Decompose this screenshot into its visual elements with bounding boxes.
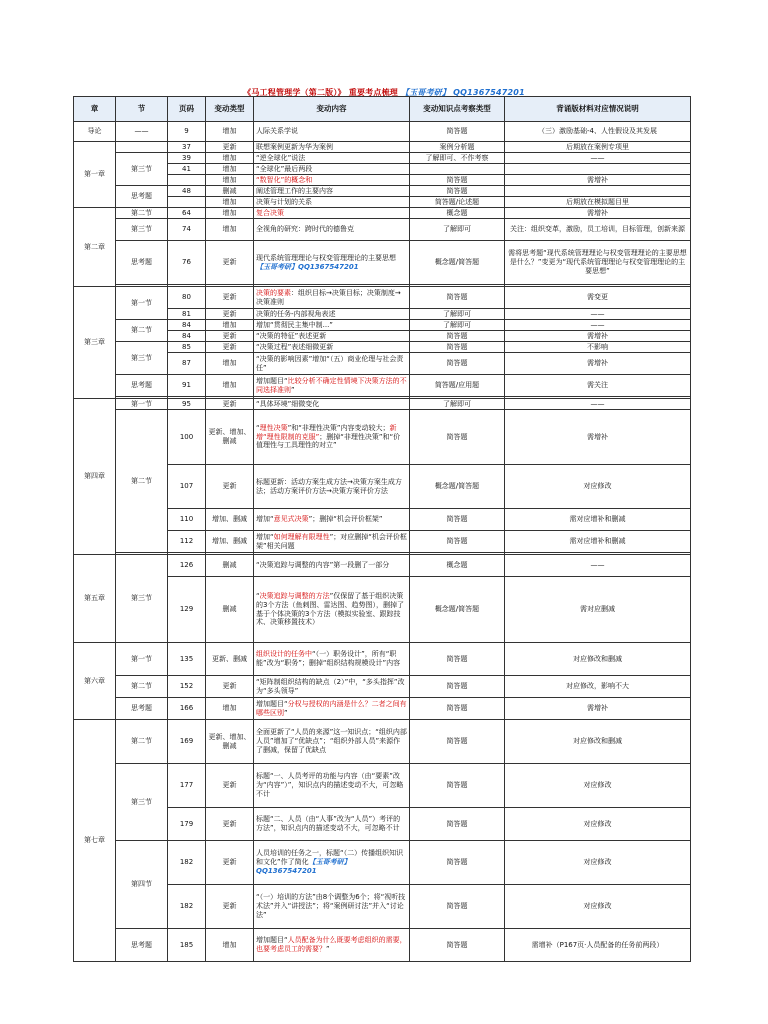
question-type-cell: 概念题/简答题 bbox=[410, 241, 505, 285]
content-segment: ” bbox=[284, 708, 288, 717]
change-content-cell bbox=[254, 698, 410, 720]
content-segment: 理性决策 bbox=[259, 423, 288, 432]
note-cell: 对应修改 bbox=[505, 841, 691, 885]
question-type-cell: 简答题 bbox=[410, 676, 505, 698]
table-row bbox=[74, 320, 691, 331]
page-cell: 100 bbox=[168, 410, 206, 465]
header-chapter: 章 bbox=[74, 97, 116, 122]
table-body bbox=[74, 122, 691, 962]
question-type-cell: 简答题 bbox=[410, 720, 505, 764]
table-row bbox=[74, 342, 691, 353]
change-type-cell: 更新 bbox=[206, 309, 254, 320]
header-note: 背诵版材料对应情况说明 bbox=[505, 97, 691, 122]
change-type-cell: 增加 bbox=[206, 197, 254, 208]
title-brand: 【玉哥考研】 bbox=[400, 88, 451, 97]
change-content-cell bbox=[254, 241, 410, 285]
page-cell: 182 bbox=[168, 841, 206, 885]
page-cell: 64 bbox=[168, 208, 206, 219]
chapter-cell: 第二章 bbox=[74, 208, 116, 287]
note-cell: —— bbox=[505, 320, 691, 331]
question-type-cell: 概念题/简答题 bbox=[410, 465, 505, 509]
question-type-cell: 案例分析题 bbox=[410, 142, 505, 153]
change-type-cell: 更新 bbox=[206, 885, 254, 929]
content-segment: “决策过程”表述细微更新 bbox=[256, 342, 334, 351]
content-segment: 组织设计的任务中 bbox=[256, 650, 312, 659]
note-cell: 需增补 bbox=[505, 208, 691, 219]
page-cell: 41 bbox=[168, 164, 206, 175]
header-page: 页码 bbox=[168, 97, 206, 122]
change-content-cell bbox=[254, 465, 410, 509]
note-cell: —— bbox=[505, 555, 691, 577]
content-segment: 标题更新：活动方案生成方法→决策方案生成方法；活动方案评价方法→决策方案评价方法 bbox=[256, 477, 402, 495]
content-segment: 标题“二、人员（由“人事”改为“人员”）考评的方法”，知识点内的描述变动不大，可忽略不计 bbox=[256, 815, 401, 832]
note-cell: 需对应删减 bbox=[505, 577, 691, 643]
content-segment: 阐述管理工作的主要内容 bbox=[256, 186, 333, 195]
question-type-cell: 简答题 bbox=[410, 531, 505, 553]
content-segment: 如何理解有限理性 bbox=[273, 532, 330, 541]
chapter-cell: 第七章 bbox=[74, 720, 116, 962]
page-cell: 95 bbox=[168, 399, 206, 410]
question-type-cell: 简答题 bbox=[410, 929, 505, 962]
content-segment: “（一）职务设计”，所有“职能”改为“职务”；删掉“组织结构规模设计”内容 bbox=[256, 650, 401, 667]
change-content-cell bbox=[254, 555, 410, 577]
note-cell: 关注：组织变革，激励，员工培训，目标管理，创新来源 bbox=[505, 219, 691, 241]
page-cell bbox=[168, 197, 206, 208]
page-cell: 152 bbox=[168, 676, 206, 698]
table-row bbox=[74, 399, 691, 410]
page-cell: 169 bbox=[168, 720, 206, 764]
change-content-cell bbox=[254, 841, 410, 885]
change-content-cell bbox=[254, 720, 410, 764]
question-type-cell: 简答题 bbox=[410, 841, 505, 885]
question-type-cell: 了解即可、不作考察 bbox=[410, 153, 505, 164]
content-segment: 联想案例更新为华为案例 bbox=[256, 142, 333, 151]
content-segment: 增加“ bbox=[256, 515, 274, 524]
note-cell: 对应修改和删减 bbox=[505, 643, 691, 676]
content-segment: 标题“一、人员考评的功能与内容（由“要素”改为“内容”）”，知识点内的描述变动不大，可忽略不计 bbox=[256, 772, 404, 798]
question-type-cell: 简答题 bbox=[410, 331, 505, 342]
note-cell: 需增补 bbox=[505, 331, 691, 342]
question-type-cell bbox=[410, 164, 505, 175]
content-segment: ：组织目标→决策目标；决策制度→决策准则 bbox=[256, 288, 401, 306]
table-row bbox=[74, 410, 691, 465]
table-row bbox=[74, 764, 691, 808]
content-segment: 【玉哥考研】QQ1367547201 bbox=[256, 858, 351, 875]
content-segment: 增加“ bbox=[256, 532, 274, 541]
content-segment: 比较分析不确定性情境下决策方法的不同选择准则 bbox=[256, 376, 407, 394]
note-cell bbox=[505, 186, 691, 197]
question-type-cell: 简答题 bbox=[410, 175, 505, 186]
content-segment: 增加题目“ bbox=[256, 699, 288, 708]
change-content-cell bbox=[254, 410, 410, 465]
change-type-cell: 更新 bbox=[206, 241, 254, 285]
content-segment: ；删掉“非理性决策”和“价值理性与工具理性的对立” bbox=[256, 432, 401, 450]
note-cell bbox=[505, 164, 691, 175]
change-type-cell: 更新、增加、删减 bbox=[206, 720, 254, 764]
content-segment: 分权与授权的内涵是什么？二者之间有哪些区别 bbox=[256, 699, 407, 717]
change-content-cell bbox=[254, 531, 410, 553]
table-row bbox=[74, 153, 691, 164]
content-segment: 决策与计划的关系 bbox=[256, 197, 312, 206]
content-segment: 决策的要素 bbox=[256, 288, 291, 297]
page-cell bbox=[168, 175, 206, 186]
section-cell: 第二节 bbox=[116, 320, 168, 342]
change-content-cell bbox=[254, 175, 410, 186]
note-cell: —— bbox=[505, 153, 691, 164]
page-cell: 166 bbox=[168, 698, 206, 720]
change-content-cell bbox=[254, 885, 410, 929]
change-type-cell: 增加 bbox=[206, 375, 254, 397]
section-cell: 思考题 bbox=[116, 375, 168, 397]
table-row bbox=[74, 287, 691, 309]
change-content-cell bbox=[254, 142, 410, 153]
question-type-cell: 简答题 bbox=[410, 643, 505, 676]
table-row bbox=[74, 186, 691, 197]
change-type-cell: 删减 bbox=[206, 186, 254, 197]
change-type-cell: 增加 bbox=[206, 175, 254, 186]
content-segment: “逆全球化”说法 bbox=[256, 153, 306, 162]
section-cell: 第四节 bbox=[116, 841, 168, 929]
change-content-cell bbox=[254, 764, 410, 808]
note-cell: 需关注 bbox=[505, 375, 691, 397]
page-cell: 135 bbox=[168, 643, 206, 676]
section-cell: 第二节 bbox=[116, 676, 168, 698]
change-content-cell bbox=[254, 353, 410, 375]
content-segment: 增加题目“ bbox=[256, 936, 288, 945]
page-cell: 39 bbox=[168, 153, 206, 164]
note-cell: （三）激励基础-4、人性假设及其发展 bbox=[505, 122, 691, 142]
chapter-cell: 第四章 bbox=[74, 399, 116, 555]
change-content-cell bbox=[254, 197, 410, 208]
change-type-cell: 更新 bbox=[206, 287, 254, 309]
title-main: 《马工程管理学（第二版）》 bbox=[243, 88, 346, 97]
section-cell: 第一节 bbox=[116, 399, 168, 410]
question-type-cell: 概念题 bbox=[410, 555, 505, 577]
page-cell: 179 bbox=[168, 808, 206, 841]
page-cell: 84 bbox=[168, 331, 206, 342]
page-cell: 84 bbox=[168, 320, 206, 331]
change-content-cell bbox=[254, 219, 410, 241]
section-cell: 思考题 bbox=[116, 186, 168, 208]
change-content-cell bbox=[254, 122, 410, 142]
page-cell: 80 bbox=[168, 287, 206, 309]
note-cell: 需增补 bbox=[505, 410, 691, 465]
question-type-cell: 简答题 bbox=[410, 122, 505, 142]
question-type-cell: 简答题 bbox=[410, 342, 505, 353]
section-cell: 第一节 bbox=[116, 287, 168, 320]
header-change-type: 变动类型 bbox=[206, 97, 254, 122]
table-row bbox=[74, 142, 691, 153]
change-type-cell: 更新 bbox=[206, 142, 254, 153]
note-cell: —— bbox=[505, 399, 691, 410]
note-cell: 需对应增补和删减 bbox=[505, 509, 691, 531]
change-content-cell bbox=[254, 309, 410, 320]
note-cell: 后期放在案例专项里 bbox=[505, 142, 691, 153]
content-segment: 决策的任务-内部视角表述 bbox=[256, 309, 336, 318]
table-row bbox=[74, 555, 691, 577]
page-cell: 110 bbox=[168, 509, 206, 531]
note-cell: 对应修改 bbox=[505, 885, 691, 929]
content-segment: 现代系统管理理论与权变管理理论的主要思想 bbox=[256, 253, 396, 262]
header-question-type: 变动知识点考察类型 bbox=[410, 97, 505, 122]
question-type-cell: 了解即可 bbox=[410, 219, 505, 241]
content-segment: 人员培训的任务之一，标题“（二）传播组织知识和文化”作了简化 bbox=[256, 849, 404, 867]
note-cell: 对应修改 bbox=[505, 465, 691, 509]
content-segment: 新增“理性限制的克服” bbox=[256, 423, 397, 441]
note-cell: 不影响 bbox=[505, 342, 691, 353]
page-cell: 76 bbox=[168, 241, 206, 285]
change-type-cell: 删减 bbox=[206, 555, 254, 577]
chapter-cell: 第五章 bbox=[74, 555, 116, 643]
page-cell: 182 bbox=[168, 885, 206, 929]
content-segment: 全面更新了“人员的来源”这一知识点；“组织内部人员”增加了“优缺点”；“组织外部人员”来源作了删减，保留了优缺点 bbox=[256, 728, 407, 754]
change-content-cell bbox=[254, 577, 410, 643]
content-segment: ”；删掉“机会评价框架” bbox=[308, 515, 383, 524]
note-cell: 对应修改 bbox=[505, 764, 691, 808]
question-type-cell: 了解即可 bbox=[410, 320, 505, 331]
note-cell: 对应修改 bbox=[505, 808, 691, 841]
content-segment: 【玉哥考研】QQ1367547201 bbox=[256, 262, 359, 271]
table-row bbox=[74, 241, 691, 285]
content-segment: 意见式决策 bbox=[273, 515, 309, 524]
page-cell: 48 bbox=[168, 186, 206, 197]
change-type-cell: 增加 bbox=[206, 698, 254, 720]
change-content-cell bbox=[254, 320, 410, 331]
section-cell: —— bbox=[116, 122, 168, 142]
chapter-cell: 第六章 bbox=[74, 643, 116, 720]
section-cell: 思考题 bbox=[116, 929, 168, 962]
page-cell: 126 bbox=[168, 555, 206, 577]
change-type-cell: 增加、删减 bbox=[206, 509, 254, 531]
change-type-cell: 增加 bbox=[206, 164, 254, 175]
content-segment: “决策的影响因素”增加“（五）商业伦理与社会责任” bbox=[256, 354, 404, 372]
change-type-cell: 更新 bbox=[206, 676, 254, 698]
content-segment: 人际关系学说 bbox=[256, 127, 298, 136]
question-type-cell: 了解即可 bbox=[410, 399, 505, 410]
content-segment: 人员配备为什么既要考虑组织的需要，也要考虑员工的需要？ bbox=[256, 936, 407, 953]
header-section: 节 bbox=[116, 97, 168, 122]
question-type-cell: 简答题 bbox=[410, 808, 505, 841]
content-segment: ” bbox=[326, 945, 330, 953]
content-segment: “数智化”的概念和 bbox=[256, 175, 313, 184]
content-segment: ”；对应删掉“机会评价框架”相关问题 bbox=[256, 532, 407, 550]
page-cell: 185 bbox=[168, 929, 206, 962]
table-row bbox=[74, 219, 691, 241]
note-cell: 需对应增补和删减 bbox=[505, 531, 691, 553]
change-type-cell: 增加 bbox=[206, 353, 254, 375]
change-type-cell: 更新 bbox=[206, 764, 254, 808]
page-cell: 112 bbox=[168, 531, 206, 553]
change-content-cell bbox=[254, 399, 410, 410]
change-table bbox=[73, 96, 691, 962]
change-type-cell: 更新 bbox=[206, 331, 254, 342]
content-segment: ”仅保留了基于组织决策的3个方法（鱼刺图、雷达图、趋势图），删掉了基于个体决策的3个方法（模拟实验室、跟踪技术、决策移置技术） bbox=[256, 592, 404, 627]
section-cell: 第三节 bbox=[116, 342, 168, 375]
change-type-cell: 增加 bbox=[206, 929, 254, 962]
note-cell: 对应修改和删减 bbox=[505, 720, 691, 764]
change-type-cell: 增加 bbox=[206, 153, 254, 164]
question-type-cell: 简答题 bbox=[410, 698, 505, 720]
page-cell: 9 bbox=[168, 122, 206, 142]
change-content-cell bbox=[254, 153, 410, 164]
chapter-cell: 第三章 bbox=[74, 287, 116, 399]
change-content-cell bbox=[254, 208, 410, 219]
change-content-cell bbox=[254, 287, 410, 309]
note-cell: 需变更 bbox=[505, 287, 691, 309]
question-type-cell: 简答题/论述题 bbox=[410, 197, 505, 208]
header-row bbox=[74, 97, 691, 122]
question-type-cell: 概念题 bbox=[410, 208, 505, 219]
change-content-cell bbox=[254, 676, 410, 698]
change-content-cell bbox=[254, 342, 410, 353]
content-segment: “（一）培训的方法”由8个调整为6个；将“视听技术法”并入“讲授法”；将“案例研讨法”并入“讨论法” bbox=[256, 893, 406, 919]
change-content-cell bbox=[254, 643, 410, 676]
note-cell: 后期放在模拟题目里 bbox=[505, 197, 691, 208]
content-segment: 增加“贯彻民主集中制...” bbox=[256, 320, 333, 329]
chapter-cell: 第一章 bbox=[74, 142, 116, 208]
content-segment: “全球化”最后两段 bbox=[256, 164, 313, 173]
table-row bbox=[74, 375, 691, 397]
content-segment: “决策追踪与调整的内容”第一段删了一部分 bbox=[256, 561, 390, 570]
content-segment: “决策的特征”表述更新 bbox=[256, 331, 327, 340]
title-sub: 重要考点梳理 bbox=[348, 88, 398, 97]
note-cell: —— bbox=[505, 309, 691, 320]
content-segment: “ bbox=[256, 423, 260, 432]
content-segment: 全视角的研究：跨时代的德鲁克 bbox=[256, 225, 354, 234]
change-content-cell bbox=[254, 164, 410, 175]
section-cell: 第二节 bbox=[116, 410, 168, 553]
section-cell: 第一节 bbox=[116, 643, 168, 676]
page-cell: 37 bbox=[168, 142, 206, 153]
page-cell: 74 bbox=[168, 219, 206, 241]
content-segment: 增加题目“ bbox=[256, 376, 288, 385]
table-row bbox=[74, 643, 691, 676]
change-type-cell: 更新 bbox=[206, 808, 254, 841]
section-cell: 第二节 bbox=[116, 720, 168, 764]
page-cell: 81 bbox=[168, 309, 206, 320]
chapter-cell: 导论 bbox=[74, 122, 116, 142]
change-type-cell: 删减 bbox=[206, 577, 254, 643]
content-segment: ”和“非理性决策”内容变动较大； bbox=[287, 423, 390, 432]
question-type-cell: 简答题 bbox=[410, 353, 505, 375]
change-content-cell bbox=[254, 808, 410, 841]
title-qq: QQ1367547201 bbox=[453, 88, 525, 97]
note-cell: 需增补（P167页·人员配备的任务前两段） bbox=[505, 929, 691, 962]
table-row bbox=[74, 929, 691, 962]
question-type-cell: 简答题 bbox=[410, 509, 505, 531]
change-type-cell: 增加 bbox=[206, 122, 254, 142]
question-type-cell: 简答题 bbox=[410, 186, 505, 197]
question-type-cell: 了解即可 bbox=[410, 309, 505, 320]
change-content-cell bbox=[254, 186, 410, 197]
page-cell: 91 bbox=[168, 375, 206, 397]
section-cell bbox=[116, 142, 168, 153]
note-cell: 需增补 bbox=[505, 175, 691, 186]
page-cell: 85 bbox=[168, 342, 206, 353]
question-type-cell: 概念题/简答题 bbox=[410, 577, 505, 643]
table-row bbox=[74, 208, 691, 219]
question-type-cell: 简答题 bbox=[410, 764, 505, 808]
change-content-cell bbox=[254, 509, 410, 531]
page-cell: 129 bbox=[168, 577, 206, 643]
question-type-cell: 简答题/应用题 bbox=[410, 375, 505, 397]
change-type-cell: 增加、删减 bbox=[206, 531, 254, 553]
change-type-cell: 增加 bbox=[206, 320, 254, 331]
content-segment: “ bbox=[256, 592, 260, 600]
table-row bbox=[74, 122, 691, 142]
page-cell: 177 bbox=[168, 764, 206, 808]
header-change-content: 变动内容 bbox=[254, 97, 410, 122]
change-type-cell: 更新 bbox=[206, 841, 254, 885]
table-row bbox=[74, 841, 691, 885]
section-cell: 第二节 bbox=[116, 208, 168, 219]
table-row bbox=[74, 698, 691, 720]
content-segment: ” bbox=[291, 385, 295, 394]
page-cell: 87 bbox=[168, 353, 206, 375]
change-type-cell: 更新 bbox=[206, 399, 254, 410]
change-content-cell bbox=[254, 929, 410, 962]
section-cell: 思考题 bbox=[116, 698, 168, 720]
question-type-cell: 简答题 bbox=[410, 287, 505, 309]
table-row bbox=[74, 720, 691, 764]
note-cell: 对应修改，影响不大 bbox=[505, 676, 691, 698]
question-type-cell: 简答题 bbox=[410, 885, 505, 929]
section-cell: 第三节 bbox=[116, 764, 168, 841]
section-cell: 第三节 bbox=[116, 219, 168, 241]
content-segment: “具体环境”细微变化 bbox=[256, 399, 320, 408]
question-type-cell: 简答题 bbox=[410, 410, 505, 465]
change-type-cell: 增加 bbox=[206, 219, 254, 241]
page-cell: 107 bbox=[168, 465, 206, 509]
section-cell: 第三节 bbox=[116, 555, 168, 643]
content-segment: 决策追踪与调整的方法 bbox=[259, 592, 330, 600]
section-cell: 思考题 bbox=[116, 241, 168, 285]
change-type-cell: 更新、删减 bbox=[206, 643, 254, 676]
change-type-cell: 更新 bbox=[206, 342, 254, 353]
change-type-cell: 更新 bbox=[206, 465, 254, 509]
change-type-cell: 更新、增加、删减 bbox=[206, 410, 254, 465]
note-cell: 需增补 bbox=[505, 698, 691, 720]
change-type-cell: 增加 bbox=[206, 208, 254, 219]
change-content-cell bbox=[254, 375, 410, 397]
content-segment: 复合决策 bbox=[256, 208, 284, 217]
note-cell: 需将思考题“现代系统管理理论与权变管理理论的主要思想是什么？”变更为“现代系统管理理论与权变管理理论的主要思想” bbox=[505, 241, 691, 285]
section-cell: 第三节 bbox=[116, 153, 168, 186]
content-segment: “矩阵制组织结构的缺点（2）”中，“多头指挥”改为“多头领导” bbox=[256, 677, 405, 695]
table-row bbox=[74, 676, 691, 698]
change-content-cell bbox=[254, 331, 410, 342]
note-cell: 需增补 bbox=[505, 353, 691, 375]
